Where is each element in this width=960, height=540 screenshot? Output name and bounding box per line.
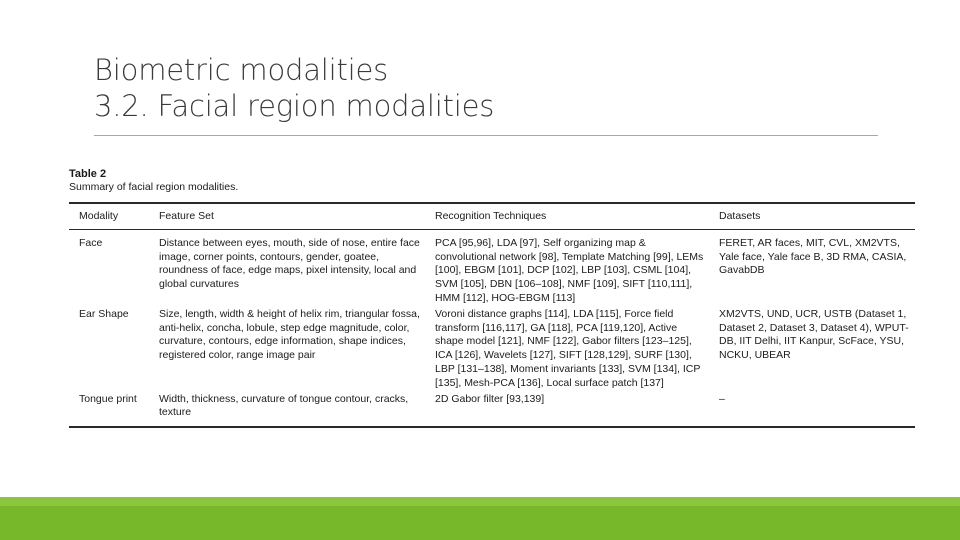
header-recognition-techniques: Recognition Techniques — [435, 210, 547, 222]
modalities-table — [69, 202, 915, 428]
table-row-tongue-print — [69, 393, 915, 428]
header-datasets: Datasets — [719, 210, 761, 222]
footer-bar — [0, 497, 960, 540]
cell-features: Size, length, width & height of helix rim, triangular fossa, anti-helix, concha, lobule, step edge magnitude, color, curvature, contours, edge information, shape indices, registered color, range image pair — [159, 307, 420, 362]
cell-features: Distance between eyes, mouth, side of nose, entire face image, corner points, contours, gender, goatee, roundness of face, edge maps, pixel intensity, local and global curvatures — [159, 236, 420, 291]
cell-modality: Face — [79, 236, 103, 249]
cell-features: Width, thickness, curvature of tongue contour, cracks, texture — [159, 392, 409, 419]
header-modality: Modality — [79, 210, 119, 222]
slide-title-line-2: 3.2. Facial region modalities — [94, 89, 495, 123]
cell-datasets: FERET, AR faces, MIT, CVL, XM2VTS, Yale face, Yale face B, 3D RMA, CASIA, GavabDB — [719, 236, 907, 277]
table-row-face — [69, 229, 915, 307]
slide-title — [94, 52, 494, 124]
cell-techniques: Voroni distance graphs [114], LDA [115], Force field transform [116,117], GA [118], PCA [119,120], Active shape model [121], NMF [122], Gabor filters [123–125], ICA [126], Wavelets [127], SIFT [128,129], SURF [130], LBP [131–138], Moment invariants [133], SVM [134], ICP [135], Mesh-PCA [136], Local surface patch [137] — [435, 307, 701, 389]
slide-title-line-1: Biometric modalities — [94, 53, 389, 87]
cell-datasets: – — [719, 392, 725, 405]
cell-datasets: XM2VTS, UND, UCR, USTB (Dataset 1, Dataset 2, Dataset 3, Dataset 4), WPUT-DB, IIT Delhi, IIT Kanpur, ScFace, YSU, NCKU, UBEAR — [719, 307, 909, 362]
header-feature-set: Feature Set — [159, 210, 214, 222]
cell-modality: Tongue print — [79, 392, 137, 405]
footer-stripe — [0, 497, 960, 506]
cell-techniques: PCA [95,96], LDA [97], Self organizing map & convolutional network [98], Template Matching [99], LEMs [100], EBGM [101], DCP [102], LBP [103], CSML [104], SVM [105], DBN [106–108], NMF [109], SIFT [110,111], HMM [112], HOG-EBGM [113] — [435, 236, 704, 304]
table-row-ear-shape — [69, 308, 915, 393]
title-underline — [94, 135, 878, 136]
cell-modality: Ear Shape — [79, 307, 129, 320]
table-label: Table 2 — [69, 168, 107, 180]
table-caption-text: Summary of facial region modalities. — [69, 181, 239, 193]
table-caption — [69, 168, 238, 194]
cell-techniques: 2D Gabor filter [93,139] — [435, 392, 545, 405]
table-header-row — [69, 203, 915, 229]
